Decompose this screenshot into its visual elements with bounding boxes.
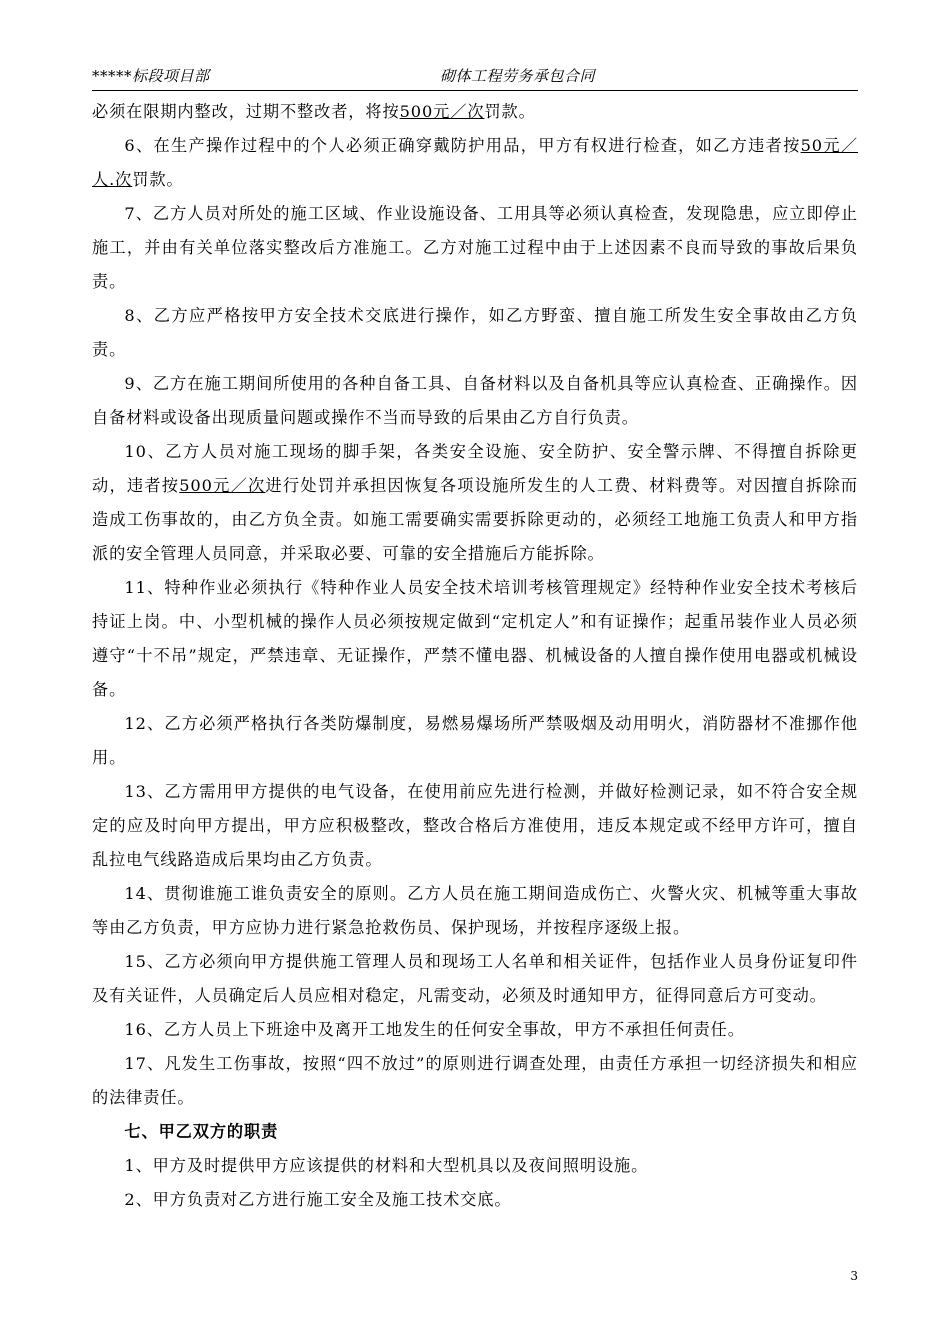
clause-6 [92,129,858,197]
paragraph-text: 6、在生产操作过程中的个人必须正确穿戴防护用品，甲方有权进行检查，如乙方违者按 [124,136,801,155]
responsibility-2: 2、甲方负责对乙方进行施工安全及施工技术交底。 [124,1190,512,1209]
paragraph-text: 必须在限期内整改，过期不整改者，将按 [92,102,400,121]
responsibility-1: 1、甲方及时提供甲方应该提供的材料和大型机具以及夜间照明设施。 [124,1156,649,1175]
header-document-title: 砌体工程劳务承包合同 [440,67,596,85]
document-body [92,95,858,1217]
fine-amount: 50元／人.次 [92,136,858,189]
clause-7: 7、乙方人员对所处的施工区域、作业设施设备、工用具等必须认真检查，发现隐患，应立即停止施工，并由有关单位落实整改后方准施工。乙方对施工过程中由于上述因素不良而导致的事故后果负责。 [92,204,858,291]
page-header [92,64,858,91]
clause-15: 15、乙方必须向甲方提供施工管理人员和现场工人名单和相关证件，包括作业人员身份证复印件及有关证件，人员确定后人员应相对稳定，凡需变动，必须及时通知甲方，征得同意后方可变动。 [92,952,858,1005]
clause-10 [92,435,858,571]
paragraph-continuation [92,95,858,129]
paragraph-text: 罚款。 [484,102,536,121]
clause-11: 11、特种作业必须执行《特种作业人员安全技术培训考核管理规定》经特种作业安全技术考核后持证上岗。中、小型机械的操作人员必须按规定做到“定机定人”和有证操作；起重吊装作业人员必须遵守“十不吊”规定，严禁违章、无证操作，严禁不懂电器、机械设备的人擅自操作使用电器或机械设备。 [92,578,858,699]
clause-8: 8、乙方应严格按甲方安全技术交底进行操作，如乙方野蛮、擅自施工所发生安全事故由乙方负责。 [92,306,858,359]
paragraph-text: 进行处罚并承担因恢复各项设施所发生的人工费、材料费等。对因擅自拆除而造成工伤事故的，由乙方负全责。如施工需要确实需要拆除更动的，必须经工地施工负责人和甲方指派的安全管理人员同意，并采取必要、可靠的安全措施后方能拆除。 [92,476,859,563]
clause-13: 13、乙方需用甲方提供的电气设备，在使用前应先进行检测，并做好检测记录，如不符合安全规定的应及时向甲方提出，甲方应积极整改，整改合格后方准使用，违反本规定或不经甲方许可，擅自乱拉电气线路造成后果均由乙方负责。 [92,782,858,869]
fine-amount: 500元／次 [399,102,485,121]
section-title-responsibilities: 七、甲乙双方的职责 [124,1122,279,1141]
clause-12: 12、乙方必须严格执行各类防爆制度，易燃易爆场所严禁吸烟及动用明火，消防器材不准挪作他用。 [92,714,858,767]
clause-17: 17、凡发生工伤事故，按照“四不放过”的原则进行调查处理，由责任方承担一切经济损失和相应的法律责任。 [92,1054,858,1107]
fine-amount: 500元／次 [179,476,266,495]
header-project-department: *****标段项目部 [92,67,210,85]
page-number: 3 [850,1269,858,1283]
paragraph-text: 罚款。 [132,170,184,189]
clause-16: 16、乙方人员上下班途中及离开工地发生的任何安全事故，甲方不承担任何责任。 [124,1020,745,1039]
clause-14: 14、贯彻谁施工谁负责安全的原则。乙方人员在施工期间造成伤亡、火警火灾、机械等重大事故等由乙方负责，甲方应协力进行紧急抢救伤员、保护现场，并按程序逐级上报。 [92,884,858,937]
paragraph-text: 10、乙方人员对施工现场的脚手架，各类安全设施、安全防护、安全警示牌、不得擅自拆除更动，违者按 [92,442,858,495]
clause-9: 9、乙方在施工期间所使用的各种自备工具、自备材料以及自备机具等应认真检查、正确操作。因自备材料或设备出现质量问题或操作不当而导致的后果由乙方自行负责。 [92,374,858,427]
